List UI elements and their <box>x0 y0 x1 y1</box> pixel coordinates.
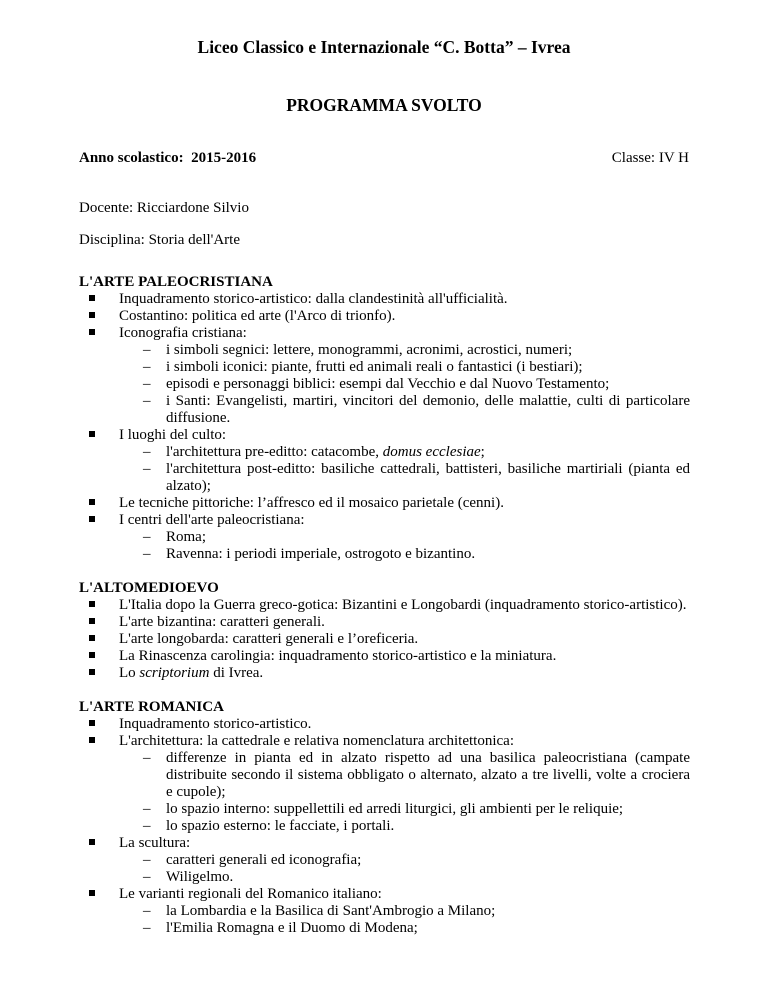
square-bullet-icon <box>89 516 95 522</box>
square-bullet-icon <box>89 431 95 437</box>
classe <box>612 150 689 167</box>
section <box>79 699 690 937</box>
square-bullet-icon <box>89 312 95 318</box>
sub-list-item <box>119 342 690 359</box>
sub-list-item-text: caratteri generali ed iconografia; <box>166 852 362 868</box>
list-item-text: La Rinascenza carolingia: inquadramento storico-artistico e la miniatura. <box>119 648 557 664</box>
sub-list <box>119 444 690 495</box>
sub-list-item-text: lo spazio esterno: le facciate, i portali. <box>166 818 395 834</box>
program-content <box>79 274 690 954</box>
list-item <box>79 291 690 308</box>
docente-label: Docente: <box>79 200 134 216</box>
classe-label: Classe: <box>611 150 656 166</box>
list-item <box>79 597 690 614</box>
sub-list-item-text <box>166 444 485 460</box>
sub-list-item-text: episodi e personaggi biblici: esempi dal Vecchio e dal Nuovo Testamento; <box>166 376 610 392</box>
square-bullet-icon <box>89 601 95 607</box>
classe-value: IV H <box>658 150 689 166</box>
square-bullet-icon <box>89 329 95 335</box>
dash-bullet-icon: – <box>143 444 151 460</box>
dash-bullet-icon: – <box>143 750 151 766</box>
anno-value: 2015-2016 <box>191 150 257 166</box>
square-bullet-icon <box>89 839 95 845</box>
list-item <box>79 631 690 648</box>
dash-bullet-icon: – <box>143 869 151 885</box>
dash-bullet-icon: – <box>143 903 151 919</box>
list-item-text: Inquadramento storico-artistico. <box>119 716 312 732</box>
dash-bullet-icon: – <box>143 920 151 936</box>
sub-list-item <box>119 818 690 835</box>
sub-list-item <box>119 750 690 801</box>
section <box>79 274 690 563</box>
sub-list-item-text: l'Emilia Romagna e il Duomo di Modena; <box>166 920 418 936</box>
sub-list-item-text: Roma; <box>166 529 206 545</box>
sub-list-item-text: lo spazio interno: suppellettili ed arredi liturgici, gli ambienti per le reliquie; <box>166 801 624 817</box>
dash-bullet-icon: – <box>143 529 151 545</box>
sub-list <box>119 903 690 937</box>
sub-list-item <box>119 444 690 461</box>
sub-list-item <box>119 529 690 546</box>
list-item-text: Inquadramento storico-artistico: dalla clandestinità all'ufficialità. <box>119 291 508 307</box>
sub-list-item-text: i simboli iconici: piante, frutti ed animali reali o fantastici (i bestiari); <box>166 359 583 375</box>
meta-row-anno-classe <box>79 150 689 167</box>
square-bullet-icon <box>89 720 95 726</box>
sub-list-item <box>119 920 690 937</box>
docente-value: Ricciardone Silvio <box>136 200 249 216</box>
list-item <box>79 716 690 733</box>
list-item <box>79 648 690 665</box>
square-bullet-icon <box>89 737 95 743</box>
sub-list-item <box>119 869 690 886</box>
list-item <box>79 614 690 631</box>
sub-list-item <box>119 393 690 427</box>
disciplina-line <box>79 232 689 249</box>
list-item-text: L'Italia dopo la Guerra greco-gotica: Bizantini e Longobardi (inquadramento storico-artistico). <box>119 597 687 613</box>
disciplina-label: Disciplina: <box>79 232 145 248</box>
docente-line <box>79 200 689 217</box>
square-bullet-icon <box>89 890 95 896</box>
list-item-text: L'architettura: la cattedrale e relativa nomenclatura architettonica: <box>119 733 514 749</box>
square-bullet-icon <box>89 669 95 675</box>
list-item-text <box>119 665 263 681</box>
dash-bullet-icon: – <box>143 359 151 375</box>
bullet-list <box>79 291 690 563</box>
text-run: di Ivrea. <box>209 665 264 681</box>
list-item <box>79 495 690 512</box>
list-item-text: Le tecniche pittoriche: l’affresco ed il mosaico parietale (cenni). <box>119 495 504 511</box>
sub-list-item-text: la Lombardia e la Basilica di Sant'Ambrogio a Milano; <box>166 903 496 919</box>
square-bullet-icon <box>89 618 95 624</box>
section <box>79 580 690 682</box>
list-item-text: La scultura: <box>119 835 191 851</box>
anno-label: Anno scolastico: <box>79 150 184 166</box>
text-run: Lo <box>119 665 140 681</box>
school-title: Liceo Classico e Internazionale “C. Botta” – Ivrea <box>197 37 571 57</box>
sub-list-item-text: i simboli segnici: lettere, monogrammi, acronimi, acrostici, numeri; <box>166 342 573 358</box>
list-item-text: L'arte bizantina: caratteri generali. <box>119 614 325 630</box>
list-item <box>79 427 690 495</box>
dash-bullet-icon: – <box>143 852 151 868</box>
section-heading: L'ALTOMEDIOEVO <box>79 580 219 596</box>
list-item <box>79 512 690 563</box>
sub-list-item <box>119 376 690 393</box>
square-bullet-icon <box>89 499 95 505</box>
list-item <box>79 835 690 886</box>
list-item <box>79 733 690 835</box>
sub-list <box>119 342 690 427</box>
sub-list <box>119 852 690 886</box>
sub-list-item <box>119 801 690 818</box>
sub-list-item <box>119 546 690 563</box>
sub-list-item-text: l'architettura post-editto: basiliche cattedrali, battisteri, basiliche martiriali (pianta ed alzato); <box>166 461 690 494</box>
list-item-text: I centri dell'arte paleocristiana: <box>119 512 305 528</box>
dash-bullet-icon: – <box>143 546 151 562</box>
sub-list-item-text: Wiligelmo. <box>166 869 234 885</box>
list-item-text: Le varianti regionali del Romanico italiano: <box>119 886 382 902</box>
square-bullet-icon <box>89 652 95 658</box>
italic-run: domus ecclesiae <box>382 444 481 460</box>
list-item <box>79 325 690 427</box>
dash-bullet-icon: – <box>143 801 151 817</box>
text-run: l'architettura pre-editto: catacombe, <box>166 444 383 460</box>
sub-list-item <box>119 359 690 376</box>
list-item-text: Costantino: politica ed arte (l'Arco di trionfo). <box>119 308 396 324</box>
sub-list-item <box>119 461 690 495</box>
sub-list <box>119 750 690 835</box>
anno-scolastico <box>79 150 256 167</box>
list-item <box>79 665 690 682</box>
text-run: ; <box>480 444 485 460</box>
bullet-list <box>79 716 690 937</box>
sub-list-item-text: differenze in pianta ed in alzato rispetto ad una basilica paleocristiana (campate distribuite secondo il sistema obbligato o alternato, alzato a tre livelli, volte a crociera e cupole); <box>166 750 690 800</box>
bullet-list <box>79 597 690 682</box>
document-title: PROGRAMMA SVOLTO <box>286 95 482 115</box>
dash-bullet-icon: – <box>143 342 151 358</box>
sub-list <box>119 529 690 563</box>
list-item <box>79 308 690 325</box>
dash-bullet-icon: – <box>143 376 151 392</box>
list-item <box>79 886 690 937</box>
dash-bullet-icon: – <box>143 393 151 409</box>
list-item-text: Iconografia cristiana: <box>119 325 247 341</box>
list-item-text: I luoghi del culto: <box>119 427 227 443</box>
italic-run: scriptorium <box>139 665 210 681</box>
list-item-text: L'arte longobarda: caratteri generali e l’oreficeria. <box>119 631 419 647</box>
sub-list-item-text: Ravenna: i periodi imperiale, ostrogoto e bizantino. <box>166 546 476 562</box>
sub-list-item <box>119 903 690 920</box>
square-bullet-icon <box>89 635 95 641</box>
section-heading: L'ARTE PALEOCRISTIANA <box>79 274 273 290</box>
sub-list-item <box>119 852 690 869</box>
disciplina-value: Storia dell'Arte <box>148 232 241 248</box>
dash-bullet-icon: – <box>143 818 151 834</box>
dash-bullet-icon: – <box>143 461 151 477</box>
square-bullet-icon <box>89 295 95 301</box>
sub-list-item-text: i Santi: Evangelisti, martiri, vincitori del demonio, delle malattie, culti di particolare diffusione. <box>166 393 690 426</box>
section-heading: L'ARTE ROMANICA <box>79 699 224 715</box>
